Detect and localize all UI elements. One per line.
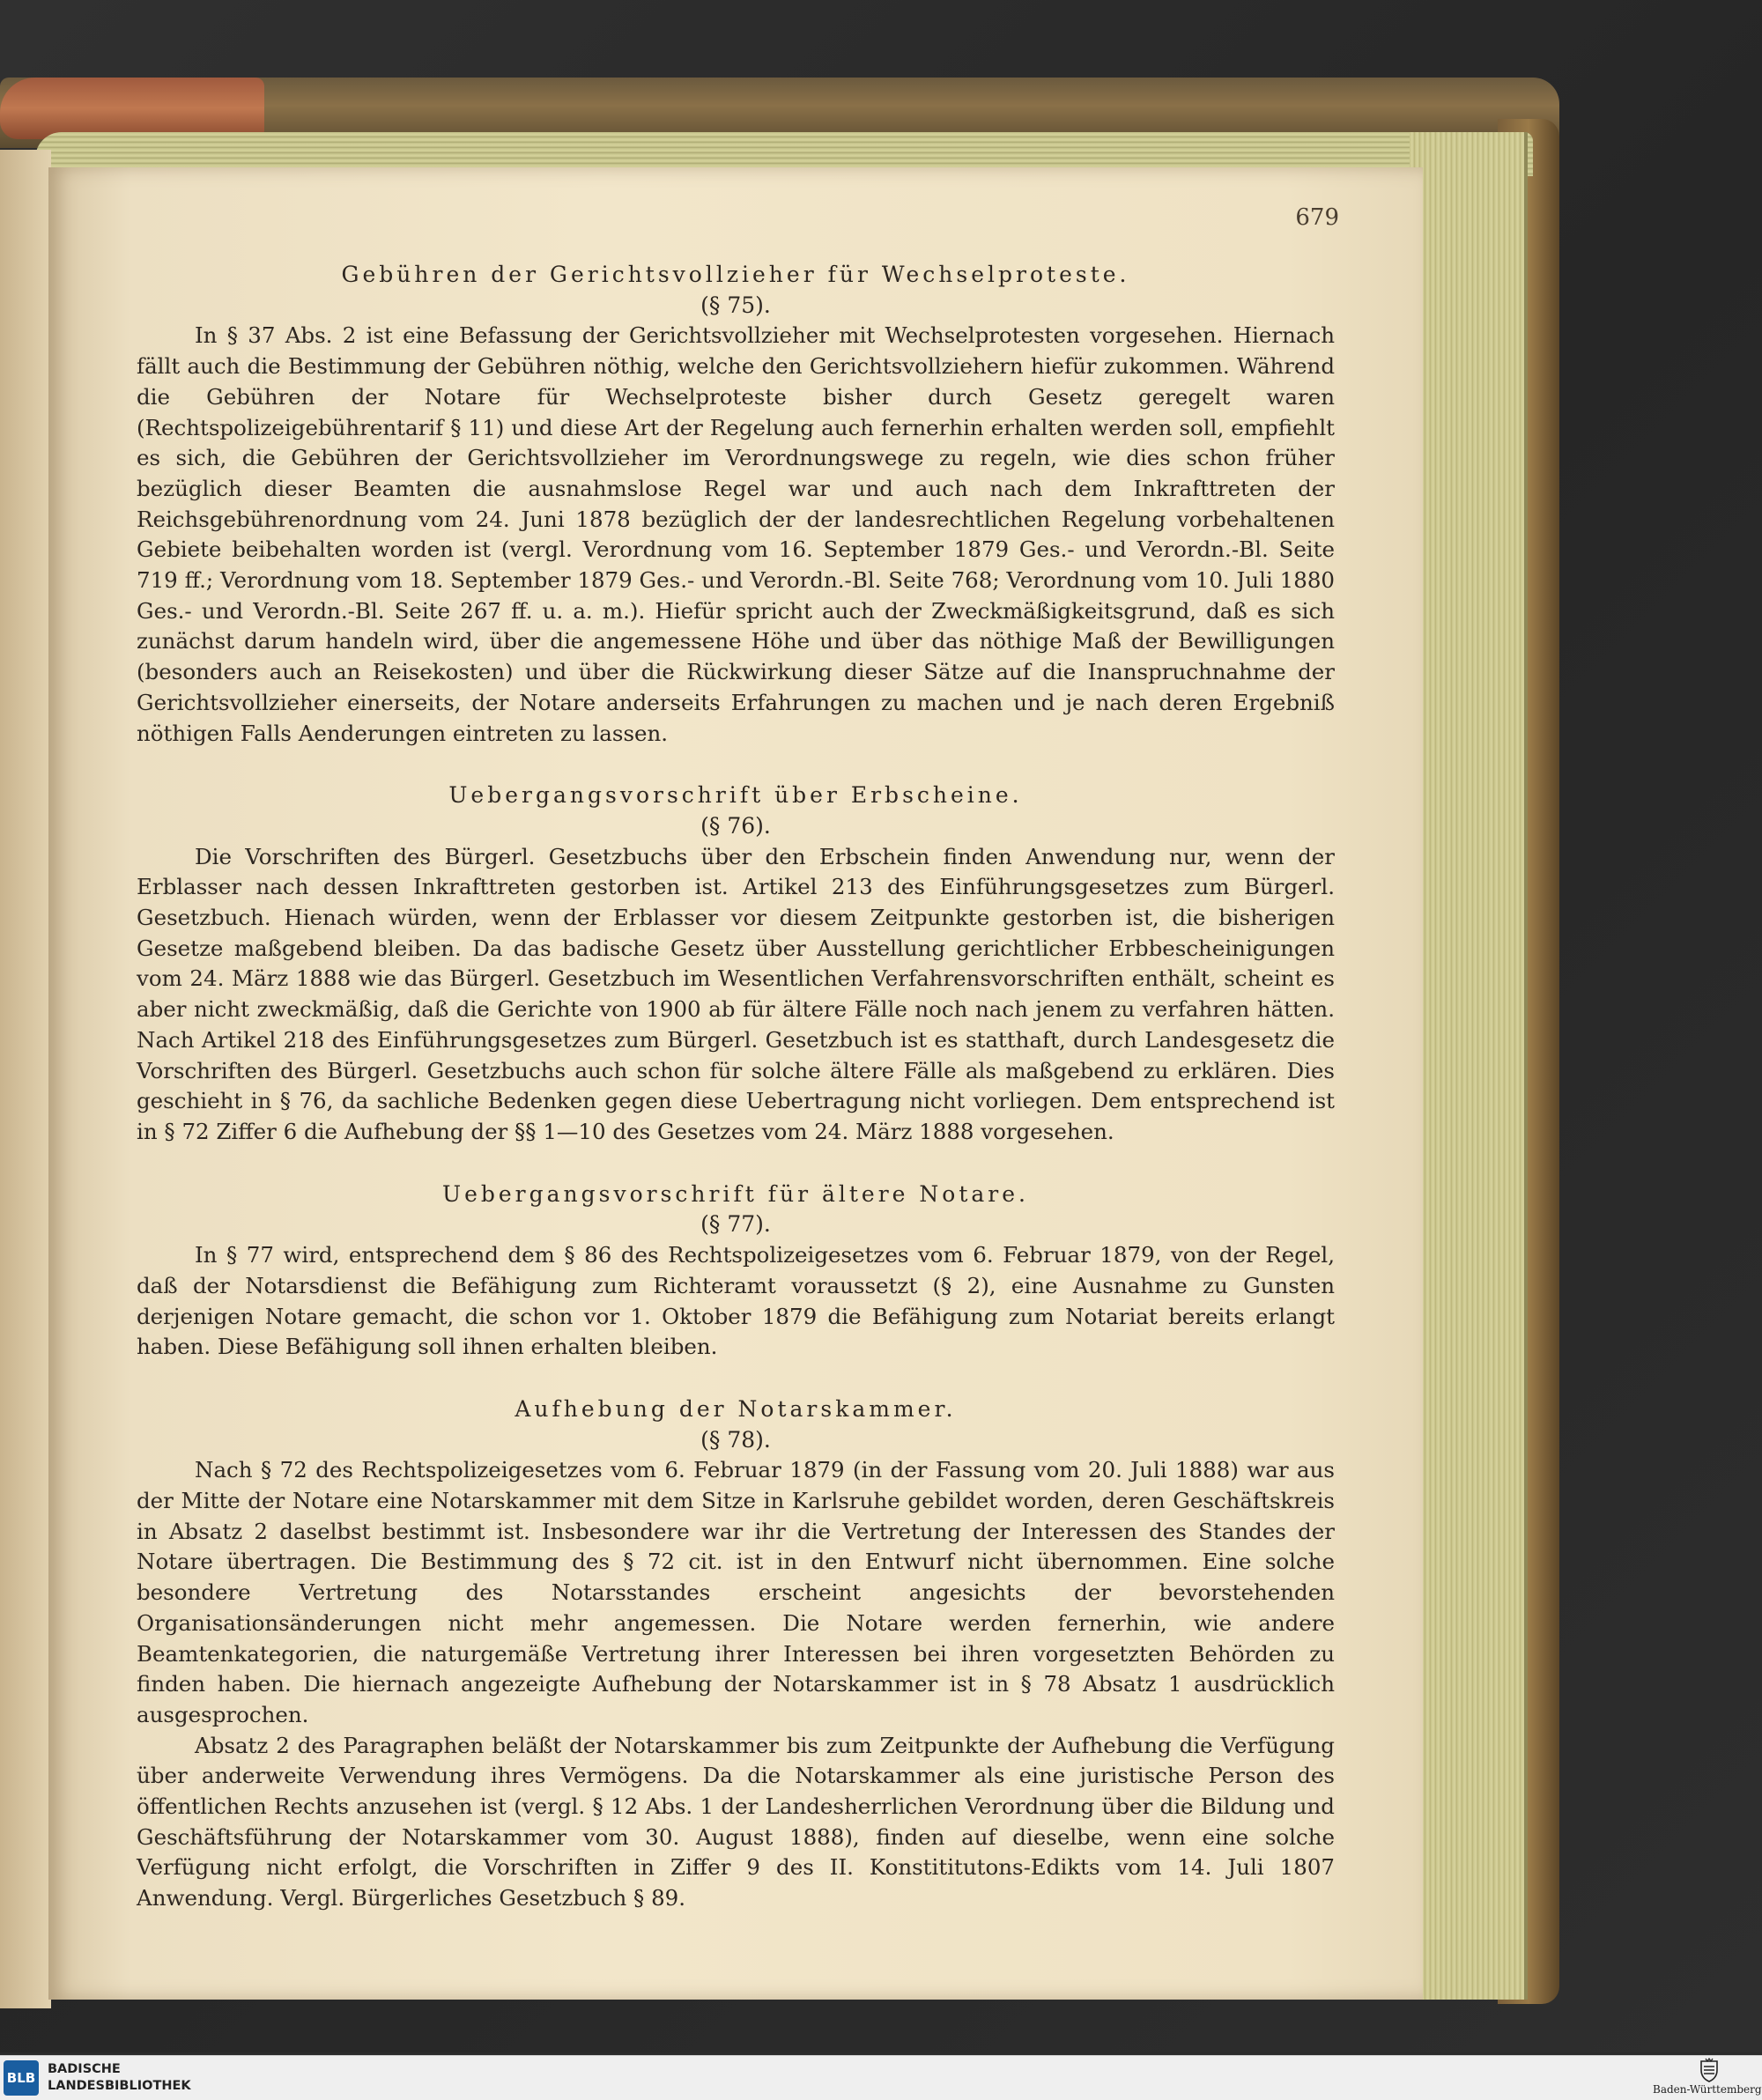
page-edges-right (1410, 132, 1528, 2000)
section-heading: Uebergangsvorschrift für ältere Notare. (442, 1180, 1029, 1207)
library-name[interactable] (48, 2061, 191, 2095)
viewer-footer (0, 2055, 1762, 2100)
section-ref: (§ 77). (700, 1211, 771, 1238)
paragraph: Nach § 72 des Rechtspolizeigesetzes vom 6. Februar 1879 (in der Fassung vom 20. Juli 1888) war aus der Mitte der Notare eine Notarskammer mit dem Sitze in Karlsruhe gebildet worden, deren Geschäftskreis in Absatz 2 daselbst bestimmt ist. Insbesondere war ihr die Vertretung der Interessen des Standes der Notare übertragen. Die Bestimmung des § 72 cit. ist in den Entwurf nicht übernommen. Eine solche besondere Vertretung des Notarsstandes erscheint angesichts der bevorstehenden Organisationsänderungen nicht mehr angemessen. Die Notare werden fernerhin, wie andere Beamtenkategorien, die naturgemäße Vertretung ihrer Interessen bei ihren vorgesetzten Behörden zu finden haben. Die hiernach angezeigte Aufhebung der Notarskammer ist in § 78 Absatz 1 ausdrücklich ausgesprochen. (137, 1457, 1335, 1727)
section-ref: (§ 75). (700, 292, 771, 318)
page-number: 679 (1295, 204, 1339, 231)
page-content (137, 260, 1335, 1914)
paragraph: In § 37 Abs. 2 ist eine Befassung der Gerichtsvollzieher mit Wechselprotesten vorgesehen. Hiernach fällt auch die Bestimmung der Gebühren nöthig, welche den Gerichtsvollziehern hiefür zukommen. Während die Gebühren der Notare für Wechselproteste bisher durch Gesetz geregelt waren (Rechtspolizeigebührentarif § 11) und diese Art der Regelung auch fernerhin erhalten werden soll, empfiehlt es sich, die Gebühren der Gerichtsvollzieher im Verordnungswege zu regeln, wie dies schon früher bezüglich dieser Beamten die ausnahmslose Regel war und auch nach dem Inkrafttreten der Reichsgebührenordnung vom 24. Juni 1878 bezüglich der der landesrechtlichen Regelung vorbehaltenen Gebiete beibehalten worden ist (vergl. Verordnung vom 16. September 1879 Ges.- und Verordn.-Bl. Seite 719 ff.; Verordnung vom 18. September 1879 Ges.- und Verordn.-Bl. Seite 768; Verordnung vom 10. Juli 1880 Ges.- und Verordn.-Bl. Seite 267 ff. u. a. m.). Hiefür spricht auch der Zweckmäßigkeitsgrund, daß es sich zunächst darum handeln wird, über die angemessene Höhe und über das nöthige Maß der Bewilligungen (besonders auch an Reisekosten) und über die Rückwirkung dieser Sätze auf die Inanspruchnahme der Gerichtsvollzieher einerseits, der Notare anderseits Erfahrungen zu machen und je nach deren Ergebniß nöthigen Falls Aenderungen eintreten zu lassen. (137, 322, 1335, 746)
paragraph: In § 77 wird, entsprechend dem § 86 des Rechtspolizeigesetzes vom 6. Februar 1879, von der Regel, daß der Notarsdienst die Befähigung zum Richteramt voraussetzt (§ 2), eine Ausnahme zu Gunsten derjenigen Notare gemacht, die schon vor 1. Oktober 1879 die Befähigung zum Notariat bereits erlangt haben. Diese Befähigung soll ihnen erhalten bleiben. (137, 1242, 1335, 1360)
paragraph: Die Vorschriften des Bürgerl. Gesetzbuchs über den Erbschein finden Anwendung nur, wenn der Erblasser nach dessen Inkrafttreten gestorben ist. Artikel 213 des Einführungsgesetzes zum Bürgerl. Gesetzbuch. Hienach würden, wenn der Erblasser vor diesem Zeitpunkte gestorben ist, die bisherigen Gesetze maßgebend bleiben. Da das badische Gesetz über Ausstellung gerichtlicher Erbbescheinigungen vom 24. März 1888 wie das Bürgerl. Gesetzbuch im Wesentlichen Verfahrensvorschriften enthält, scheint es aber nicht zweckmäßig, daß die Gerichte von 1900 ab für ältere Fälle noch nach jenem zu verfahren hätten. Nach Artikel 218 des Einführungsgesetzes zum Bürgerl. Gesetzbuch ist es statthaft, durch Landesgesetz die Vorschriften des Bürgerl. Gesetzbuchs auch schon für solche ältere Fälle als maßgebend zu erklären. Dies geschieht in § 76, da sachliche Bedenken gegen diese Uebertragung nicht vorliegen. Dem entsprechend ist in § 72 Ziffer 6 die Aufhebung der §§ 1—10 des Gesetzes vom 24. März 1888 vorgesehen. (137, 843, 1335, 1144)
library-name-line2: LANDESBIBLIOTHEK (48, 2079, 191, 2093)
book-page (48, 167, 1423, 2000)
left-page-edge (0, 150, 51, 2008)
state-label: Baden-Württemberg (1653, 2083, 1762, 2096)
library-name-line1: BADISCHE (48, 2062, 121, 2076)
section-heading: Gebühren der Gerichtsvollzieher für Wechselproteste. (341, 262, 1130, 287)
paragraph: Absatz 2 des Paragraphen beläßt der Notarskammer bis zum Zeitpunkte der Aufhebung die Verfügung über anderweite Verwendung ihres Vermögens. Da die Notarskammer als eine juristische Person des öffentlichen Rechts anzusehen ist (vergl. § 12 Abs. 1 der Landesherrlichen Verordnung über die Bildung und Geschäftsführung der Notarskammer vom 30. August 1888), finden auf dieselbe, wenn eine solche Verfügung nicht erfolgt, die Vorschriften in Ziffer 9 des II. Konstititutons-Edikts vom 14. Juli 1807 Anwendung. Vergl. Bürgerliches Gesetzbuch § 89. (137, 1732, 1335, 1911)
section-heading: Aufhebung der Notarskammer. (515, 1395, 957, 1422)
section-ref: (§ 78). (700, 1426, 771, 1453)
spine-strap (0, 78, 264, 139)
section-heading: Uebergangsvorschrift über Erbscheine. (448, 782, 1023, 809)
blb-logo[interactable]: BLB (4, 2060, 39, 2096)
coat-of-arms-icon (1699, 2058, 1720, 2082)
section-ref: (§ 76). (700, 812, 771, 839)
